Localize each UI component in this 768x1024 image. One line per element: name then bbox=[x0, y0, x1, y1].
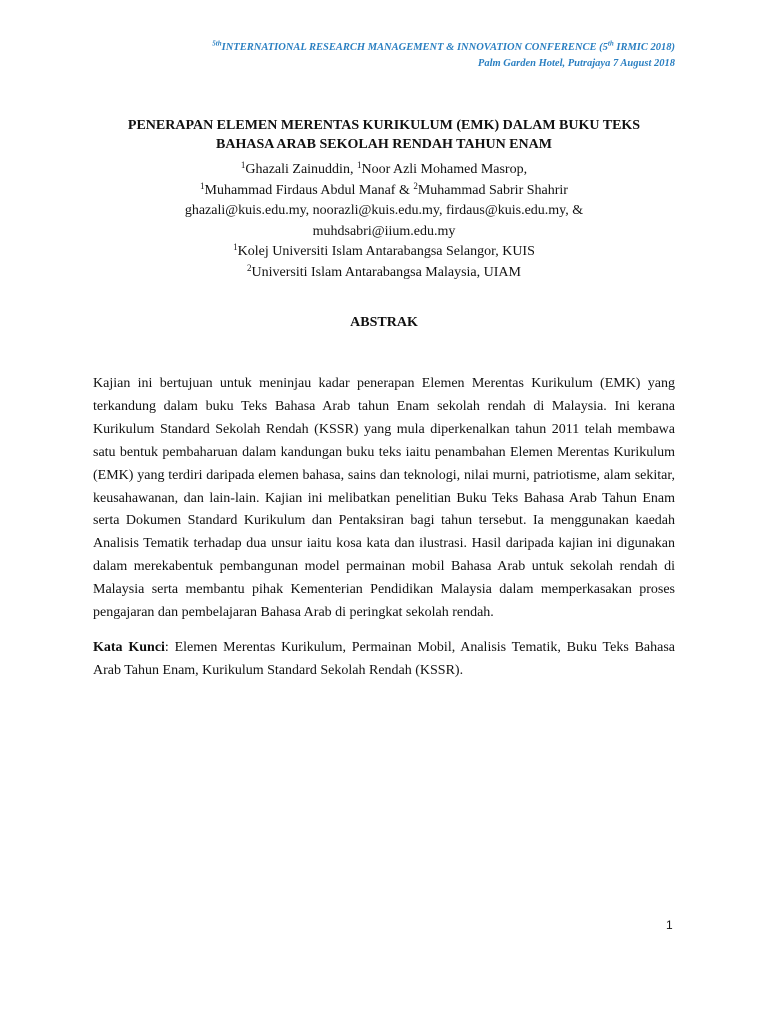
author-line-2 bbox=[60, 181, 708, 202]
affiliation-mark: 2 bbox=[247, 262, 252, 273]
affiliation-1 bbox=[60, 242, 708, 263]
paper-title bbox=[60, 116, 708, 154]
conference-ordinal-2: th bbox=[607, 39, 614, 48]
conference-line bbox=[212, 40, 675, 56]
conference-venue: Palm Garden Hotel, Putrajaya 7 August 2018 bbox=[477, 58, 675, 69]
affiliation-name: Universiti Islam Antarabangsa Malaysia, UIAM bbox=[251, 264, 521, 280]
affiliation-name: Kolej Universiti Islam Antarabangsa Selangor, KUIS bbox=[237, 244, 535, 259]
author-name: Noor Azli Mohamed Masrop, bbox=[361, 162, 528, 177]
author-emails-2: muhdsabri@iium.edu.my bbox=[312, 223, 456, 239]
paper-title-line-2: BAHASA ARAB SEKOLAH RENDAH TAHUN ENAM bbox=[216, 137, 552, 152]
conference-header bbox=[212, 40, 675, 72]
author-name: Ghazali Zainuddin, bbox=[245, 162, 357, 177]
page-number: 1 bbox=[666, 918, 673, 932]
keywords-text: : Elemen Merentas Kurikulum, Permainan Mobil, Analisis Tematik, Buku Teks Bahasa Arab Tahun Enam, Kurikulum Standard Sekolah Rendah (KSSR). bbox=[93, 640, 675, 678]
conference-ordinal: 5th bbox=[212, 39, 222, 48]
author-line-1 bbox=[60, 160, 708, 181]
conference-acronym: IRMIC 2018) bbox=[613, 42, 675, 53]
author-affiliation-mark: 1 bbox=[240, 160, 246, 170]
author-affiliation-mark: 1 bbox=[200, 180, 205, 191]
keywords bbox=[93, 637, 675, 683]
keywords-label: Kata Kunci bbox=[93, 640, 165, 655]
author-emails: ghazali@kuis.edu.my, noorazli@kuis.edu.my, firdaus@kuis.edu.my, & bbox=[184, 203, 584, 218]
affiliation-2 bbox=[60, 263, 708, 284]
author-block bbox=[60, 160, 708, 283]
author-name: Muhammad Sabrir Shahrir bbox=[417, 182, 568, 198]
author-affiliation-mark: 1 bbox=[356, 160, 362, 170]
author-affiliation-mark: 2 bbox=[413, 180, 418, 191]
paper-title-line-1: PENERAPAN ELEMEN MERENTAS KURIKULUM (EMK) DALAM BUKU TEKS bbox=[127, 118, 641, 133]
author-name: Muhammad Firdaus Abdul Manaf & bbox=[204, 182, 414, 198]
abstract-heading: ABSTRAK bbox=[350, 315, 418, 330]
affiliation-mark: 1 bbox=[233, 242, 238, 252]
conference-name: INTERNATIONAL RESEARCH MANAGEMENT & INNOVATION CONFERENCE (5 bbox=[221, 42, 608, 53]
abstract-body: Kajian ini bertujuan untuk meninjau kadar penerapan Elemen Merentas Kurikulum (EMK) yang terkandung dalam buku Teks Bahasa Arab tahun Enam sekolah rendah di Malaysia. Ini kerana Kurikulum Standard Sekolah Rendah (KSSR) yang mula diperkenalkan tahun 2011 telah membawa satu bentuk pembaharuan dalam kandungan buku teks iaitu penambahan Elemen Merentas Kurikulum (EMK) yang terdiri daripada elemen bahasa, sains dan teknologi, nilai murni, patriotisme, alam sekitar, keusahawanan, dan lain-lain. Kajian ini melibatkan penelitian Buku Teks Bahasa Arab Tahun Enam serta Dokumen Standard Kurikulum dan Pentaksiran bagi tahun tersebut. Ia menggunakan kaedah Analisis Tematik terhadap dua unsur iaitu kosa kata dan ilustrasi. Hasil daripada kajian ini digunakan dalam merekabentuk pembangunan model permainan mobil Bahasa Arab untuk sekolah rendah di Malaysia serta membantu pihak Kementerian Pendidikan Malaysia dalam memperkasakan proses pengajaran dan pembelajaran Bahasa Arab di peringkat sekolah rendah. bbox=[93, 376, 675, 621]
